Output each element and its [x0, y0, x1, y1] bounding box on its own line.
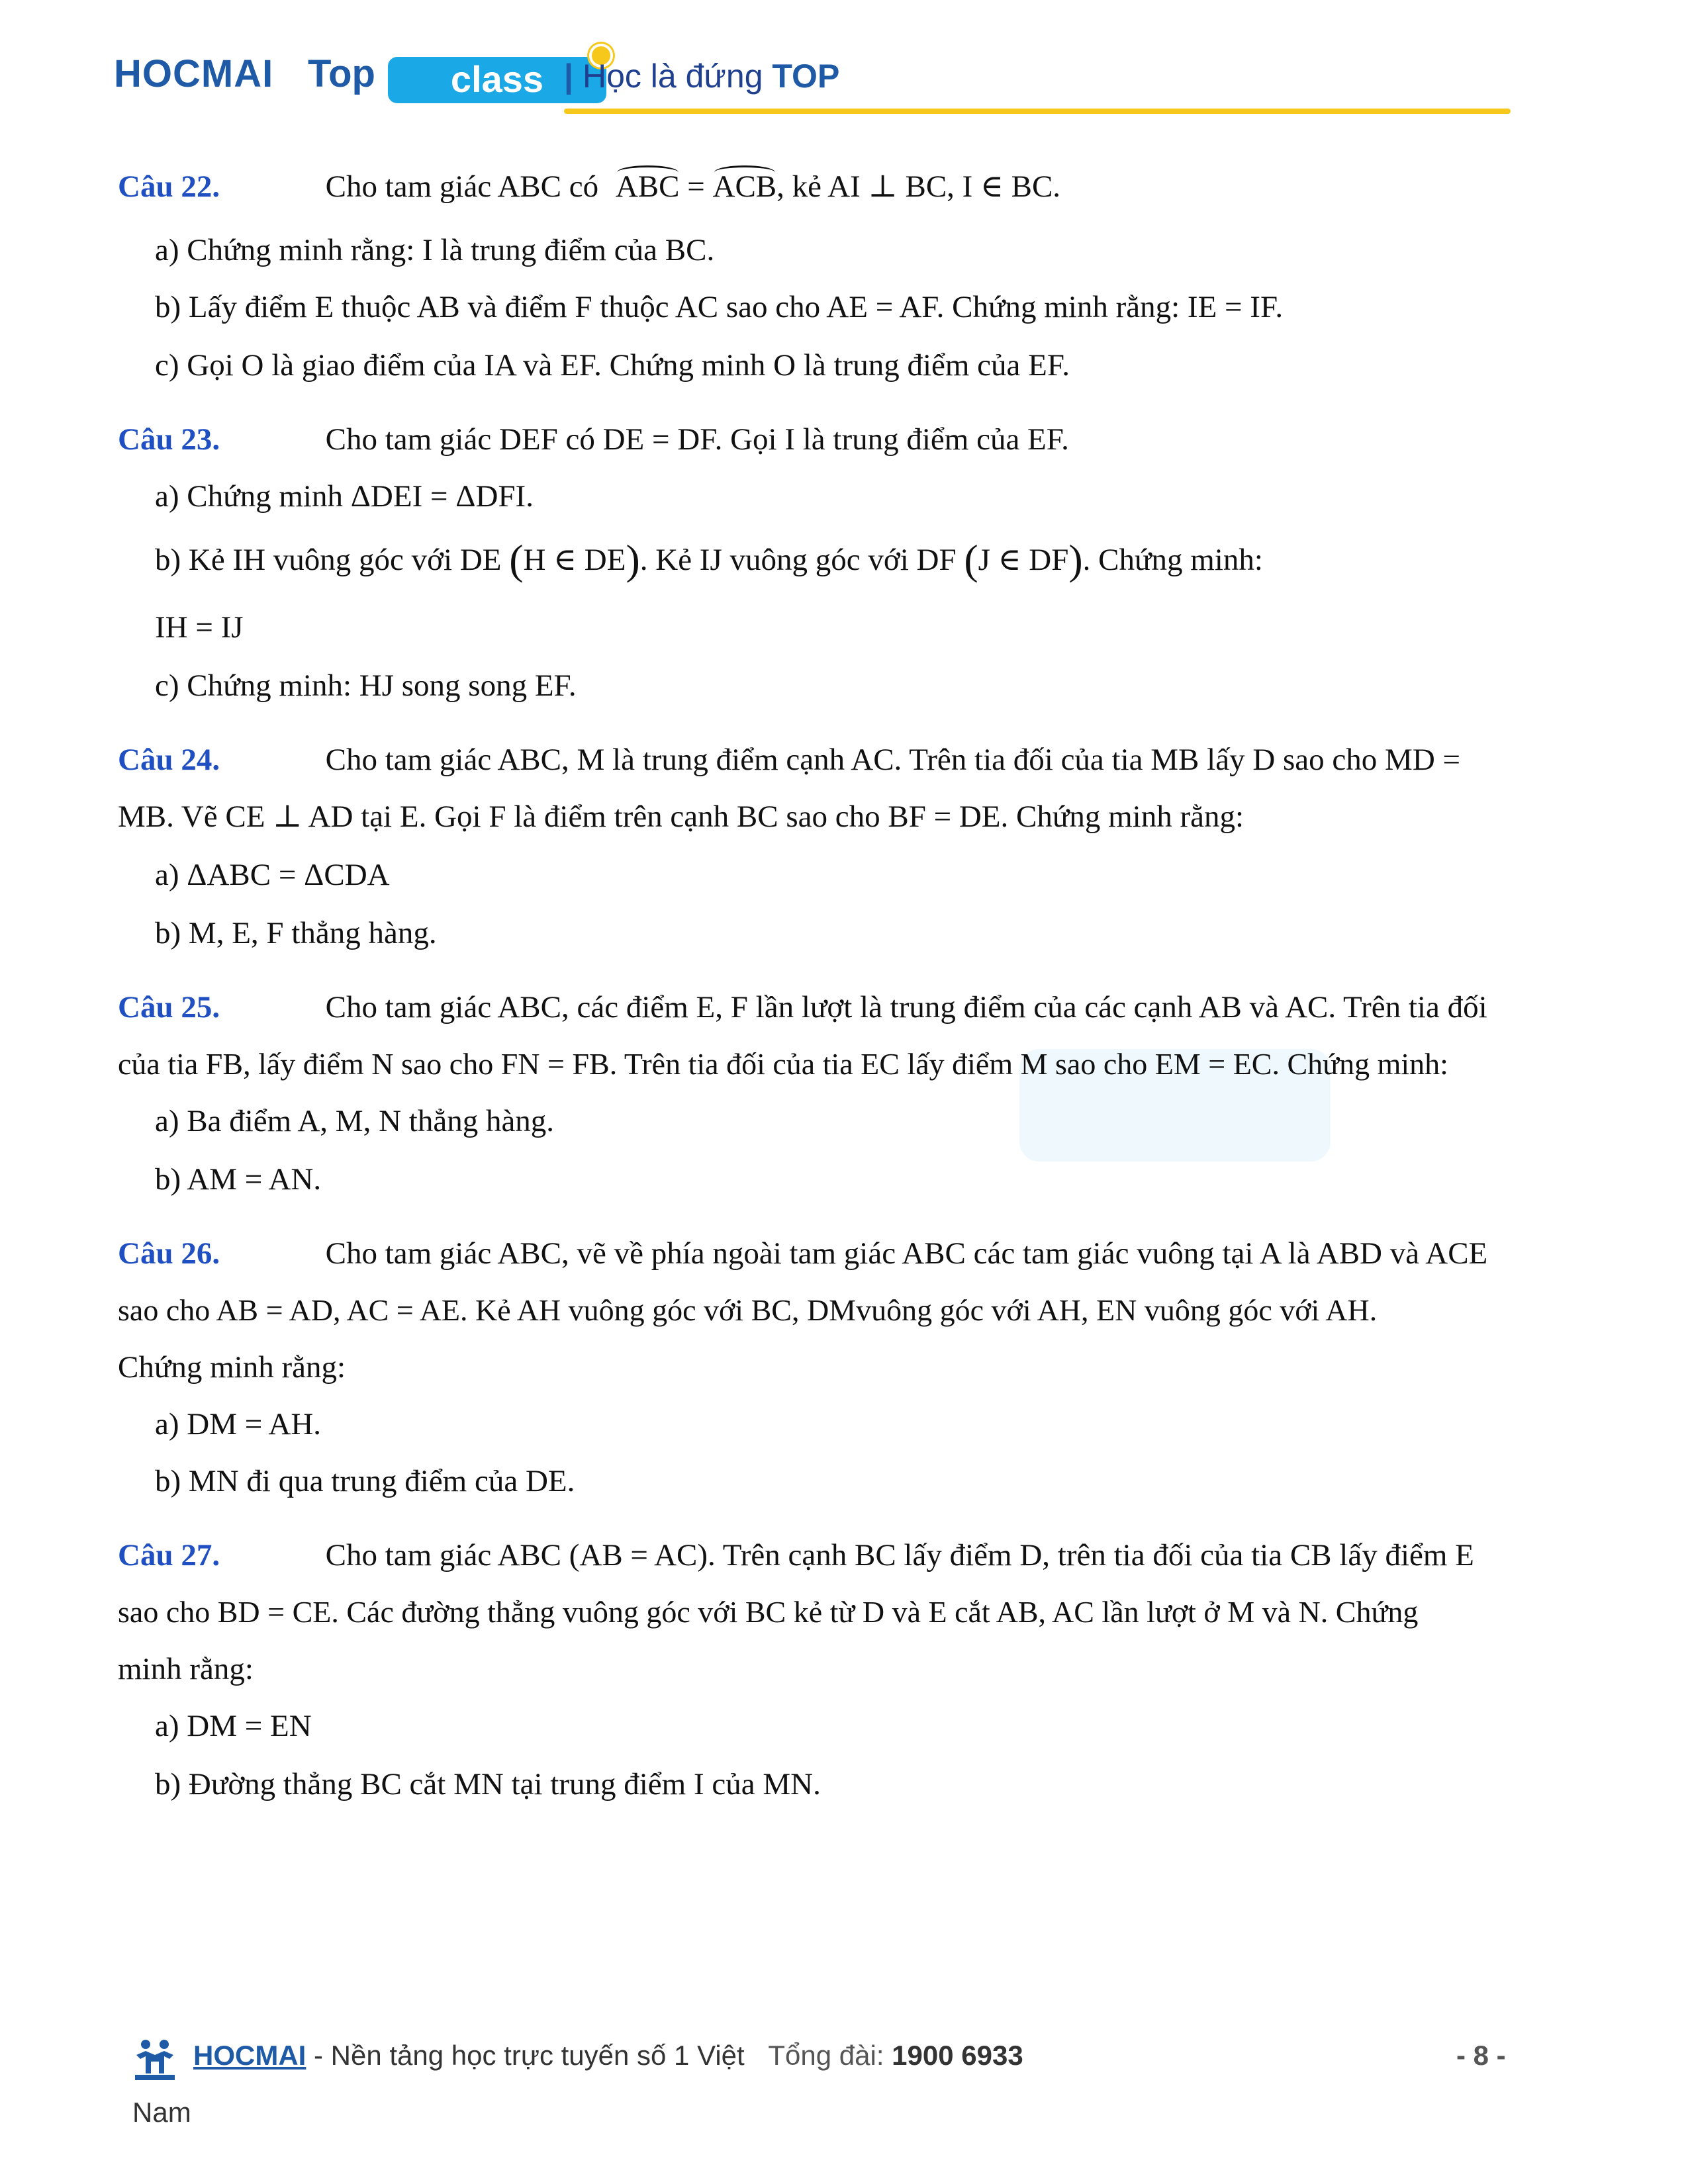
footer-hotline [768, 2040, 1023, 2071]
slogan-top: TOP [772, 58, 840, 95]
paren-open: ( [509, 536, 524, 583]
q27-part-b: b) Đường thẳng BC cắt MN tại trung điểm I của MN. [155, 1767, 821, 1801]
header-divider [564, 109, 1511, 114]
paren-close: ) [626, 536, 640, 583]
q27-part-a: a) DM = EN [155, 1709, 312, 1743]
q26-stem [118, 1234, 1487, 1273]
q22-part-c: c) Gọi O là giao điểm của IA và EF. Chứng minh O là trung điểm của EF. [155, 348, 1070, 383]
page-header [0, 0, 1688, 132]
q23-b1: b) Kẻ IH vuông góc với DE [155, 543, 502, 577]
footer-brand-link[interactable]: HOCMAI [193, 2040, 306, 2071]
logo-class-badge: class [388, 57, 606, 103]
q26-part-a: a) DM = AH. [155, 1407, 322, 1441]
q22-label: Câu 22. [118, 169, 220, 204]
q23-b2: . Kẻ IJ vuông góc với DF [639, 543, 957, 577]
q23-b3: . Chứng minh: [1082, 543, 1263, 577]
q27-label: Câu 27. [118, 1538, 220, 1572]
footer-tagline: - Nền tảng học trực tuyến số 1 Việt [306, 2040, 745, 2071]
q27-stem3: minh rằng: [118, 1652, 254, 1686]
q25-stem2: của tia FB, lấy điểm N sao cho FN = FB. Trên tia đối của tia EC lấy điểm M sao cho EM = EC. Chứng minh: [118, 1047, 1448, 1081]
q25-part-b: b) AM = AN. [155, 1162, 322, 1197]
logo-top-text: Top [308, 52, 375, 95]
q23-part-b [155, 536, 1263, 583]
q27-stem [118, 1535, 1474, 1575]
q24-stem1: Cho tam giác ABC, M là trung điểm cạnh AC. Trên tia đối của tia MB lấy D sao cho MD = [325, 743, 1461, 777]
footer-nam: Nam [132, 2097, 191, 2128]
logo-hocmai-text: HOCMAI [114, 52, 274, 95]
q22-stem-b: , kẻ AI ⊥ BC, I ∈ BC. [776, 169, 1061, 204]
q26-stem2: sao cho AB = AD, AC = AE. Kẻ AH vuông góc với BC, DMvuông góc với AH, EN vuông góc với AH. [118, 1293, 1378, 1327]
q23-b1-paren: H ∈ DE [523, 543, 626, 577]
q24-stem [118, 740, 1460, 780]
q23-part-a: a) Chứng minh ΔDEI = ΔDFI. [155, 479, 534, 514]
q26-stem1: Cho tam giác ABC, vẽ về phía ngoài tam giác ABC các tam giác vuông tại A là ABD và ACE [325, 1236, 1488, 1271]
slogan-bar: | [564, 58, 573, 95]
footer-text [193, 2040, 1023, 2071]
q25-part-a: a) Ba điểm A, M, N thẳng hàng. [155, 1104, 555, 1138]
footer-hotline-number: 1900 6933 [892, 2040, 1023, 2071]
q26-label: Câu 26. [118, 1236, 220, 1271]
q24-stem2: MB. Vẽ CE ⊥ AD tại E. Gọi F là điểm trên cạnh BC sao cho BF = DE. Chứng minh rằng: [118, 799, 1244, 834]
q27-stem2: sao cho BD = CE. Các đường thẳng vuông góc với BC kẻ từ D và E cắt AB, AC lần lượt ở M và N. Chứng [118, 1595, 1419, 1629]
page-number: - 8 - [1456, 2040, 1506, 2071]
q22-angle-abc: ABC [616, 167, 680, 206]
q22-angle-acb: ACB [713, 167, 777, 206]
q22-stem [118, 167, 1060, 206]
q22-part-a: a) Chứng minh rằng: I là trung điểm của BC. [155, 233, 715, 267]
q25-stem1: Cho tam giác ABC, các điểm E, F lần lượt là trung điểm của các cạnh AB và AC. Trên tia đối [325, 990, 1487, 1024]
q23-part-b-cont: IH = IJ [155, 610, 244, 645]
q23-b2-paren: J ∈ DF [978, 543, 1069, 577]
q24-label: Câu 24. [118, 743, 220, 777]
q27-stem1: Cho tam giác ABC (AB = AC). Trên cạnh BC lấy điểm D, trên tia đối của tia CB lấy điểm E [325, 1538, 1474, 1572]
q22-part-b: b) Lấy điểm E thuộc AB và điểm F thuộc AC sao cho AE = AF. Chứng minh rằng: IE = IF. [155, 290, 1284, 324]
paren-close: ) [1068, 536, 1083, 583]
paren-open: ( [964, 536, 978, 583]
slogan [564, 57, 839, 95]
q23-part-c: c) Chứng minh: HJ song song EF. [155, 668, 577, 703]
slogan-text: Học là đứng [583, 58, 763, 95]
q25-stem [118, 987, 1487, 1027]
q24-part-b: b) M, E, F thẳng hàng. [155, 916, 437, 950]
q23-label: Câu 23. [118, 422, 220, 457]
footer-hotline-label: Tổng đài: [768, 2040, 884, 2071]
q24-part-a: a) ΔABC = ΔCDA [155, 858, 390, 892]
q25-label: Câu 25. [118, 990, 220, 1024]
q22-stem-a: Cho tam giác ABC có [325, 169, 599, 204]
q26-part-b: b) MN đi qua trung điểm của DE. [155, 1464, 575, 1498]
q22-eq: = [687, 169, 705, 204]
hocmai-footer-icon [131, 2035, 179, 2081]
q26-stem3: Chứng minh rằng: [118, 1350, 346, 1385]
q23-stem-text: Cho tam giác DEF có DE = DF. Gọi I là trung điểm của EF. [325, 422, 1069, 457]
q23-stem [118, 420, 1069, 459]
